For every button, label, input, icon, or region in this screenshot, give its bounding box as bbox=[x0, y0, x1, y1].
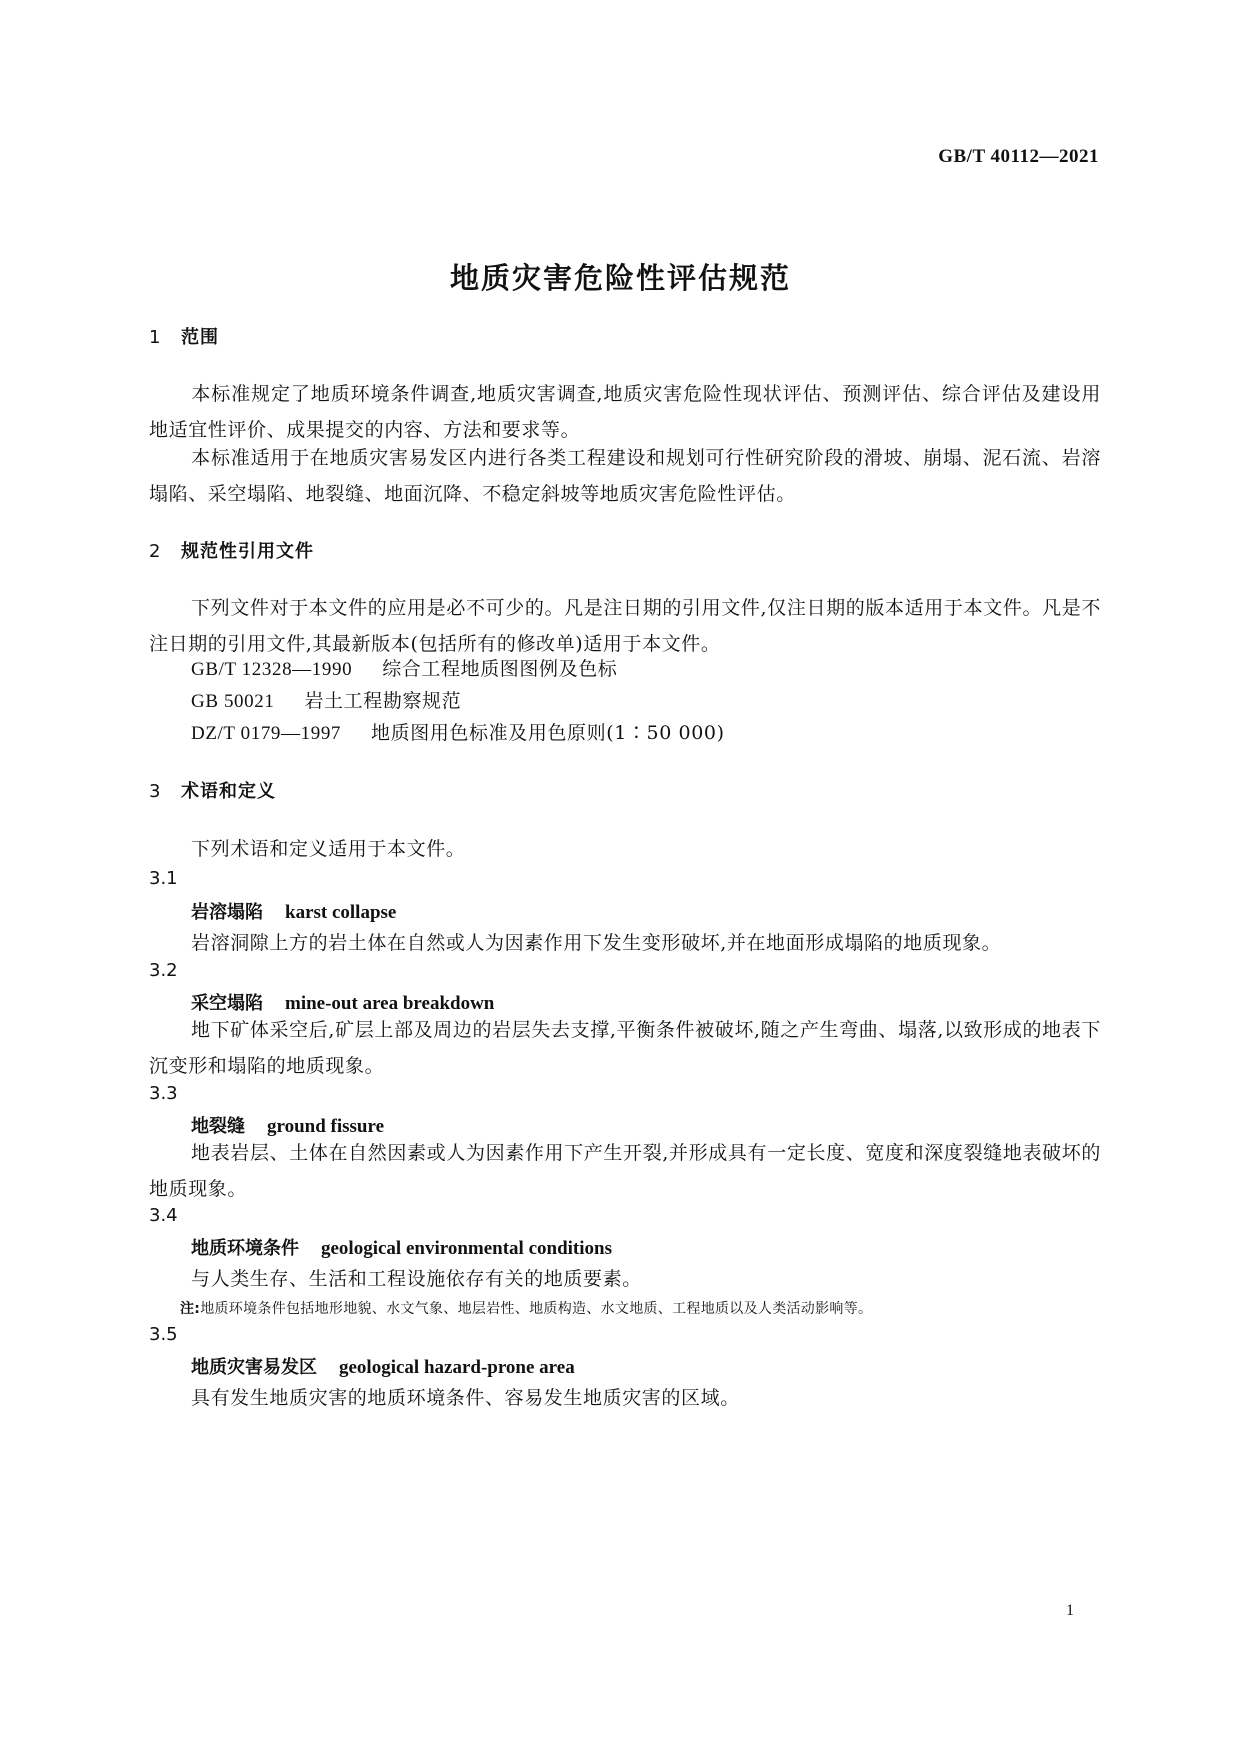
definition-text: 地下矿体采空后,矿层上部及周边的岩层失去支撑,平衡条件被破坏,随之产生弯曲、塌落,以致形成的地表下沉变形和塌陷的地质现象。 bbox=[149, 1019, 1101, 1077]
section-2-heading bbox=[149, 537, 314, 563]
paragraph-text: 本标准适用于在地质灾害易发区内进行各类工程建设和规划可行性研究阶段的滑坡、崩塌、泥石流、岩溶塌陷、采空塌陷、地裂缝、地面沉降、不稳定斜坡等地质灾害危险性评估。 bbox=[149, 447, 1101, 505]
term-number: 3.3 bbox=[149, 1083, 178, 1104]
section-number: 2 bbox=[149, 541, 162, 562]
reference-item bbox=[191, 654, 617, 681]
section-1-paragraph-1 bbox=[149, 376, 1101, 448]
term-zh: 地质环境条件 bbox=[191, 1238, 299, 1259]
section-1-heading bbox=[149, 323, 219, 349]
standard-code: GB/T 40112—2021 bbox=[938, 146, 1099, 167]
term-en: karst collapse bbox=[285, 902, 397, 923]
term-zh: 岩溶塌陷 bbox=[191, 902, 263, 923]
section-title: 范围 bbox=[181, 327, 219, 348]
reference-item bbox=[191, 718, 725, 745]
term-zh: 地裂缝 bbox=[191, 1116, 245, 1137]
term-definition: 与人类生存、生活和工程设施依存有关的地质要素。 bbox=[191, 1268, 642, 1290]
term-name bbox=[191, 1234, 612, 1260]
note-label: 注: bbox=[180, 1301, 201, 1317]
term-number: 3.2 bbox=[149, 960, 178, 981]
reference-code: DZ/T 0179—1997 bbox=[191, 723, 342, 744]
reference-name: 地质图用色标准及用色原则(1∶50 000) bbox=[371, 722, 725, 744]
term-en: geological environmental conditions bbox=[321, 1238, 612, 1259]
term-en: mine-out area breakdown bbox=[285, 993, 495, 1014]
term-definition bbox=[149, 1135, 1101, 1207]
term-name bbox=[191, 898, 396, 924]
section-title: 规范性引用文件 bbox=[181, 541, 314, 562]
note-text: 地质环境条件包括地形地貌、水文气象、地层岩性、地质构造、水文地质、工程地质以及人类活动影响等。 bbox=[200, 1301, 873, 1317]
section-number: 1 bbox=[149, 327, 162, 348]
section-3-intro: 下列术语和定义适用于本文件。 bbox=[191, 838, 466, 860]
term-note bbox=[180, 1298, 872, 1318]
reference-name: 综合工程地质图图例及色标 bbox=[382, 658, 618, 680]
document-title: 地质灾害危险性评估规范 bbox=[449, 261, 791, 295]
term-en: geological hazard-prone area bbox=[339, 1357, 575, 1378]
section-2-paragraph-1 bbox=[149, 590, 1101, 662]
term-zh: 采空塌陷 bbox=[191, 993, 263, 1014]
reference-item bbox=[191, 686, 461, 713]
term-number: 3.4 bbox=[149, 1205, 178, 1226]
definition-text: 地表岩层、土体在自然因素或人为因素作用下产生开裂,并形成具有一定长度、宽度和深度裂缝地表破坏的地质现象。 bbox=[149, 1142, 1101, 1200]
term-definition: 具有发生地质灾害的地质环境条件、容易发生地质灾害的区域。 bbox=[191, 1387, 740, 1409]
term-number: 3.5 bbox=[149, 1324, 178, 1345]
paragraph-text: 下列文件对于本文件的应用是必不可少的。凡是注日期的引用文件,仅注日期的版本适用于本文件。凡是不注日期的引用文件,其最新版本(包括所有的修改单)适用于本文件。 bbox=[149, 597, 1101, 655]
term-number: 3.1 bbox=[149, 868, 178, 889]
paragraph-text: 本标准规定了地质环境条件调查,地质灾害调查,地质灾害危险性现状评估、预测评估、综合评估及建设用地适宜性评价、成果提交的内容、方法和要求等。 bbox=[149, 383, 1101, 441]
section-title: 术语和定义 bbox=[181, 781, 276, 802]
term-en: ground fissure bbox=[267, 1116, 385, 1137]
term-definition bbox=[149, 1012, 1101, 1084]
reference-name: 岩土工程勘察规范 bbox=[304, 690, 462, 712]
reference-code: GB/T 12328—1990 bbox=[191, 659, 353, 680]
term-definition: 岩溶洞隙上方的岩土体在自然或人为因素作用下发生变形破坏,并在地面形成塌陷的地质现象。 bbox=[191, 932, 1002, 954]
section-number: 3 bbox=[149, 781, 162, 802]
term-zh: 地质灾害易发区 bbox=[191, 1357, 317, 1378]
reference-code: GB 50021 bbox=[191, 691, 275, 712]
section-1-paragraph-2 bbox=[149, 440, 1101, 512]
page-number: 1 bbox=[1066, 1602, 1074, 1619]
term-name bbox=[191, 1353, 575, 1379]
section-3-heading bbox=[149, 777, 276, 803]
